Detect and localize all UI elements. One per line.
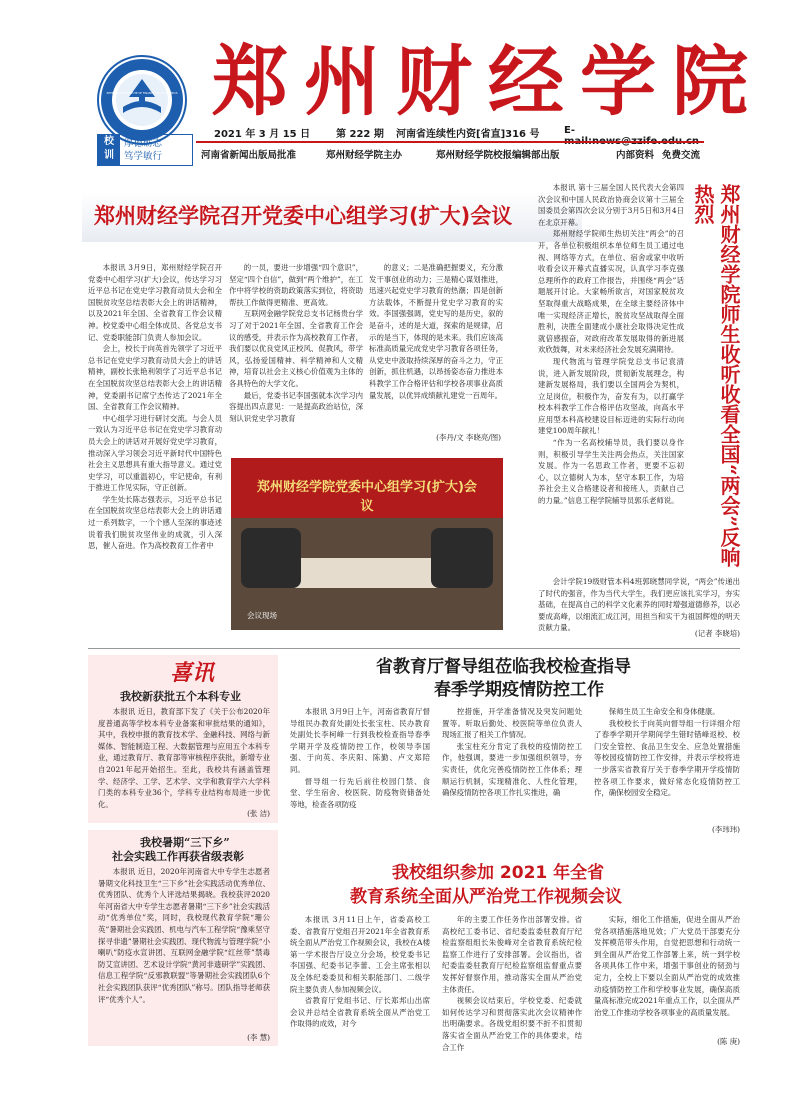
xixun-title: 喜讯 [170,660,215,686]
motto-box [97,134,193,166]
paragraph: 互联网金融学院党总支书记杨贵台学习了对于2021年全国、全省教育工作会议的感受，并表示作为高校教育工作者，我们要以优良党风正校风、促教风，带学风，弘扬爱国精神、科学精神和人文精神，培育以社会主义核心价值观为主体的各具特色的大学文化。 [229,309,363,388]
registration-number: 河南省连续性内资[省直]316 号 [396,129,540,140]
paragraph: 张宝柱充分肯定了我校的疫情防控工作，他强调，要进一步加强组织领导，夯实责任，优化完善疫情防控工作体系；理顺运行机制，实现精准化、人性化管理，确保疫情防控各项工作扎实推进，确 [442,741,582,798]
side-article-column [538,182,684,632]
motto-char2: 训 [104,150,114,161]
logo-ring-text: ZHENGZHOU INSTITUTE OF FINANCE AND ECONOMICS [106,92,178,95]
article2-column-2 [442,706,582,826]
paragraph: 视频会议结束后，学校党委、纪委就如何传达学习和贯彻落实此次会议精神作出明确要求。各级党组织要不折不扣贯彻落实省全面从严治党工作的具体要求，结合工作 [442,996,582,1052]
article3-column-1 [290,914,430,1049]
paragraph: 学生处长陈志强表示，习近平总书记在全国脱贫攻坚总结表彰大会上的讲话通过一系列数字，一个个感人至深的事迹述说着我们脱贫攻坚伟业的成就，引入深思，催人奋进。作为高校教育工作者中 [88,494,222,551]
paragraph: 现代物流与管理学院党总支书记袁清说，进入新发展阶段，贯彻新发展理念，构建新发展格局，我们要以全国两会为契机，立足岗位，积极作为，奋发有为，以打赢学校本科教学工作合格评估攻坚战，向高水平应用型本科高校建设目标迈进的实际行动向建党100周年献礼！ [538,356,684,436]
paragraph: 本报讯 第十三届全国人民代表大会第四次会议和中国人民政治协商会议第十三届全国委员会第四次会议分别于3月5日和3月4日在北京开幕。 [538,183,684,227]
issue-date: 2021 年 3 月 15 日 [214,129,311,140]
motto-line1: 厚德砺志 [124,138,163,149]
paragraph: 本报讯 3月9日，郑州财经学院召开党委中心组学习(扩大)会议，传达学习习近平总书记在党史学习教育动员大会和全国脱贫攻坚总结表彰大会上的讲话精神，以及2021年全国、全省教育工作会议精神。校党委中心组全体成员、各党总支书记、党委职能部门负责人参加会议。 [88,263,222,342]
masthead-title: 郑州财经学院 [212,37,764,126]
paragraph: 本报讯 3月9日上午，河南省教育厅督导组民办教育处副处长张宝柱、民办教育处副处长李柯峰一行到我校检查指导春季学期开学及疫情防控工作，校领导李国强、于向英、李庆阳、陈勤、卢文郑陪同。 [290,707,430,774]
sponsor-text: 郑州财经学院主办 [326,150,403,161]
article1-column-3 [369,262,503,442]
article1-column-2 [229,262,363,447]
masthead-rule [196,141,704,143]
free-text: 免费交流 [662,150,701,161]
masthead-publisher-bar [196,147,704,161]
internal-text: 内部资料 [616,150,655,161]
paragraph: 最后，党委书记李国强就本次学习内容提出四点意见：一是提高政治站位，深刻认识党史学习教育 [229,390,363,423]
contact-email: E- [564,125,575,136]
side-article-continuation: 会计学院19级财管本科4班郭晓慧同学说，“两会”传递出了时代的强音，作为当代大学生，我们更应该扎实学习，夯实基础，在提高自己的科学文化素养的同时增强道德修养，以必要成高峰，以细流汇成江河，用担当和实干为祖国辉煌的明天贡献力量。 [538,577,740,633]
sanxiaxiang-title-line1: 我校暑期“三下乡” [140,836,230,849]
issue-number: 第 222 期 [336,129,384,140]
article3-column-2 [442,914,582,1052]
photo-people-right [431,528,493,588]
section-divider [88,648,740,649]
photo-caption: 会议现场 [247,611,277,620]
paragraph: 的意义；二是准确把握要义，充分激发干事创业的动力；三是精心谋划推进，迅速兴起党史学习教育的热潮；四是创新方法载体，不断提升党史学习教育的实效。李国强强调，党史写的是历史，叙的是奋斗，述的是大道，探索的是规律，启示的是当下，体现的是未来。我们应该高标准高质量完成党史学习教育各项任务，从党史中汲取持续深厚的奋斗之力，守正创新，抓住机遇，以昂扬姿态奋力推进本科教学工作合格评估和学校各项事业高质量发展，以优异成绩献礼建党一百周年。 [369,263,503,400]
article2-column-3 [594,706,740,816]
sanxiaxiang-title-line2: 社会实践工作再获省级表彰 [112,850,244,863]
article1-column-1 [88,262,222,622]
masthead-info-bar [196,125,704,139]
paragraph: 我校校长于向英向督导组一行详细介绍了春季学期开学期间学生错时错峰返校、校门安全管控、食品卫生安全、应急处置措施等校园疫情防控工作安排，并表示学校将进一步落实省教育厅关于春季学期开学疫情防控各项工作要求，做好常态化疫情防控工作，确保校园安全稳定。 [594,718,740,798]
paragraph: 督导组一行先后前往校园门禁、食堂、学生宿舍、校医院、防疫物资储备处等地，检查各项防疫 [290,776,430,809]
paragraph: 会上，校长于向英首先领学了习近平总书记在党史学习教育动员大会上的讲话精神，副校长张艳利领学了习近平总书记在全国脱贫攻坚总结表彰大会上的讲话精神，党委副书记席宁杰传达了2021年全国、全省教育工作会议精神。 [88,344,222,412]
paragraph: 年的主要工作任务作出部署安排。省高校纪工委书记、省纪委监委驻教育厅纪检监察组组长朱俊峰对全省教育系统纪检监察工作进行了安排部署。会议指出，省纪委监委驻教育厅纪检监察组监督重点要发挥好督察作用，推动落实全面从严治党主体责任。 [442,915,582,994]
motto-label [98,135,120,165]
paragraph: 本报讯 3月11日上午，省委高校工委、省教育厅党组召开2021年全省教育系统全面从严治党工作视频会议，我校在A楼第一学术报告厅设立分会场，校党委书记李国强、纪委书记李蕾、工会主席张相以及全体纪委委员和相关职能部门、二级学院主要负责人参加视频会议。 [290,915,430,994]
article2-column-1 [290,706,430,826]
article1-author: (李丹/文 李晓亮/图) [436,433,501,442]
paragraph: 实际，细化工作措施，促进全面从严治党各项措施落地见效；广大党员干部要充分发挥模范带头作用，自觉把思想和行动统一到全面从严治党工作部署上来，统一到学校各项具体工作中来，增强干事创业的韧劲与定力，全校上下要以全面从严治党的成效推动疫情防控工作和学校事业发展，确保高质量高标准完成2021年重点工作，以全面从严治党工作推动学校各项事业的高质量发展。 [594,915,740,1017]
paragraph: 控措施，开学准备情况及突发问题处置等。听取后勤处、校医院等单位负责人现场汇报了相关工作情况。 [442,707,582,740]
xixun-text [98,706,270,810]
paragraph: 保师生员工生命安全和身体健康。 [608,707,720,716]
article1-title: 郑州财经学院召开党委中心组学习(扩大)会议 [94,204,513,228]
paragraph: 本报讯 近日，教育部下发了《关于公布2020年度普通高等学校本科专业备案和审批结果的通知》，其中，我校申报的教育技术学、金融科技、网络与新媒体、智能制造工程、大数据管理与应用五个本科专业，通过教育厅、教育部等审核程序获批，新增专业自2021年起开始招生。至此，我校共有涵盖管理学、经济学、工学、艺术学、文学和教育学六大学科门类的本科专业36个，学科专业结构布局进一步优化。 [98,707,270,809]
editor-text: 郑州财经学院校报编辑部出版 [436,150,560,161]
article3-title-line2: 教育系统全面从严治党工作视频会议 [350,887,622,907]
paragraph: 中心组学习进行研讨交流。与会人员一致认为习近平总书记在党史学习教育动员大会上的讲话对开展好党史学习教育，推动深入学习领会习近平新时代中国特色社会主义思想具有重大指导意义。通过党史学习，可以重温初心，牢记使命，有利于推进工作见实际，守正创新。 [88,413,222,493]
paragraph: 省教育厅党组书记、厅长郑邦山出席会议并总结全省教育系统全面从严治党工作取得的成效，对今 [290,996,430,1029]
xixun-author: (张 洁) [247,809,270,818]
sanxiaxiang-author: (李 慧) [247,1033,270,1042]
side-article-vertical-title: 郑州财经学院师生收听收看全国“两会”反响热烈 [691,184,741,568]
paragraph: 本报讯 近日，2020年河南省大中专学生志愿者暑期文化科技卫生“三下乡”社会实践活动优秀单位、优秀团队、优秀个人评选结果揭晓。我校获评2020年河南省大中专学生志愿者暑期“三下乡”社会实践活动“优秀单位”奖，同时，我校现代教育学院“珊公英”暑期社会实践团、机电与汽车工程学院“豫乘坚守探寻非遗”暑期社会实践团、现代物流与管理学院“小喇叭”防疫水宣讲团、互联网金融学院“红丝带”禁毒防艾宣讲团、艺术设计学院“黄河非遗研学”实践团、信息工程学院“反邪教联盟”等暑期社会实践团队6个社会实践团队获评“优秀团队”称号。团队指导老师获评“优秀个人”。 [98,867,270,1004]
xixun-subtitle: 我校新获批五个本科专业 [120,690,241,703]
article2-title-line1: 省教育厅督导组莅临我校检查指导 [376,657,631,677]
article3-author: (陈 庚) [717,1037,740,1046]
approval-text: 河南省新闻出版局批准 [201,150,297,161]
photo-people-left [241,528,301,588]
logo-emblem [99,57,185,143]
paragraph: 的一员，要进一步增强“四个意识”，坚定“四个自信”，做到“两个维护”，在工作中将学校的资助政策落实到位，将资助帮扶工作做得更精准、更高效。 [229,263,363,307]
motto-char1: 校 [104,136,114,147]
photo-banner: 郑州财经学院党委中心组学习(扩大)会议 [257,480,477,514]
paragraph: “作为一名高校辅导员，我们要以身作则，积极引导学生关注两会热点，关注国家发展。作为一名思政工作者，更要不忘初心，以立德树人为本，坚守本职工作，为培养社会主义合格建设者和接班人，贡献自己的力量。”信息工程学院辅导员郭乐老师说。 [538,438,684,506]
article2-title-line2: 春季学期疫情防控工作 [434,680,604,700]
motto-line2: 笃学敏行 [124,151,163,162]
article2-author: (李玮玮) [712,825,740,834]
article1-photo [231,458,503,630]
article3-title-line1: 我校组织参加 2021 年全省 [392,863,605,883]
article3-column-3 [594,914,740,1039]
sanxiaxiang-text [98,866,270,1005]
side-article-author: (记者 李晓培) [694,629,740,638]
school-logo [97,55,187,145]
paragraph: 郑州财经学院师生热切关注“两会”的召开，各单位积极组织本单位师生员工通过电视、网络等方式，在单位、宿舍或家中收听收看会议开幕式直播实况，认真学习李克强总理所作的政府工作报告，并围绕“两会”话题展开讨论。大家畅所欲言，对国家脱贫攻坚取得重大战略成果，在全球主要经济体中唯一实现经济正增长，脱贫攻坚战取得全面胜利，决胜全面建成小康社会取得决定性成就倍感振奋，对政府改革发展取得的新进展欢欣鼓舞，对未来经济社会发展充满期待。 [538,229,684,355]
